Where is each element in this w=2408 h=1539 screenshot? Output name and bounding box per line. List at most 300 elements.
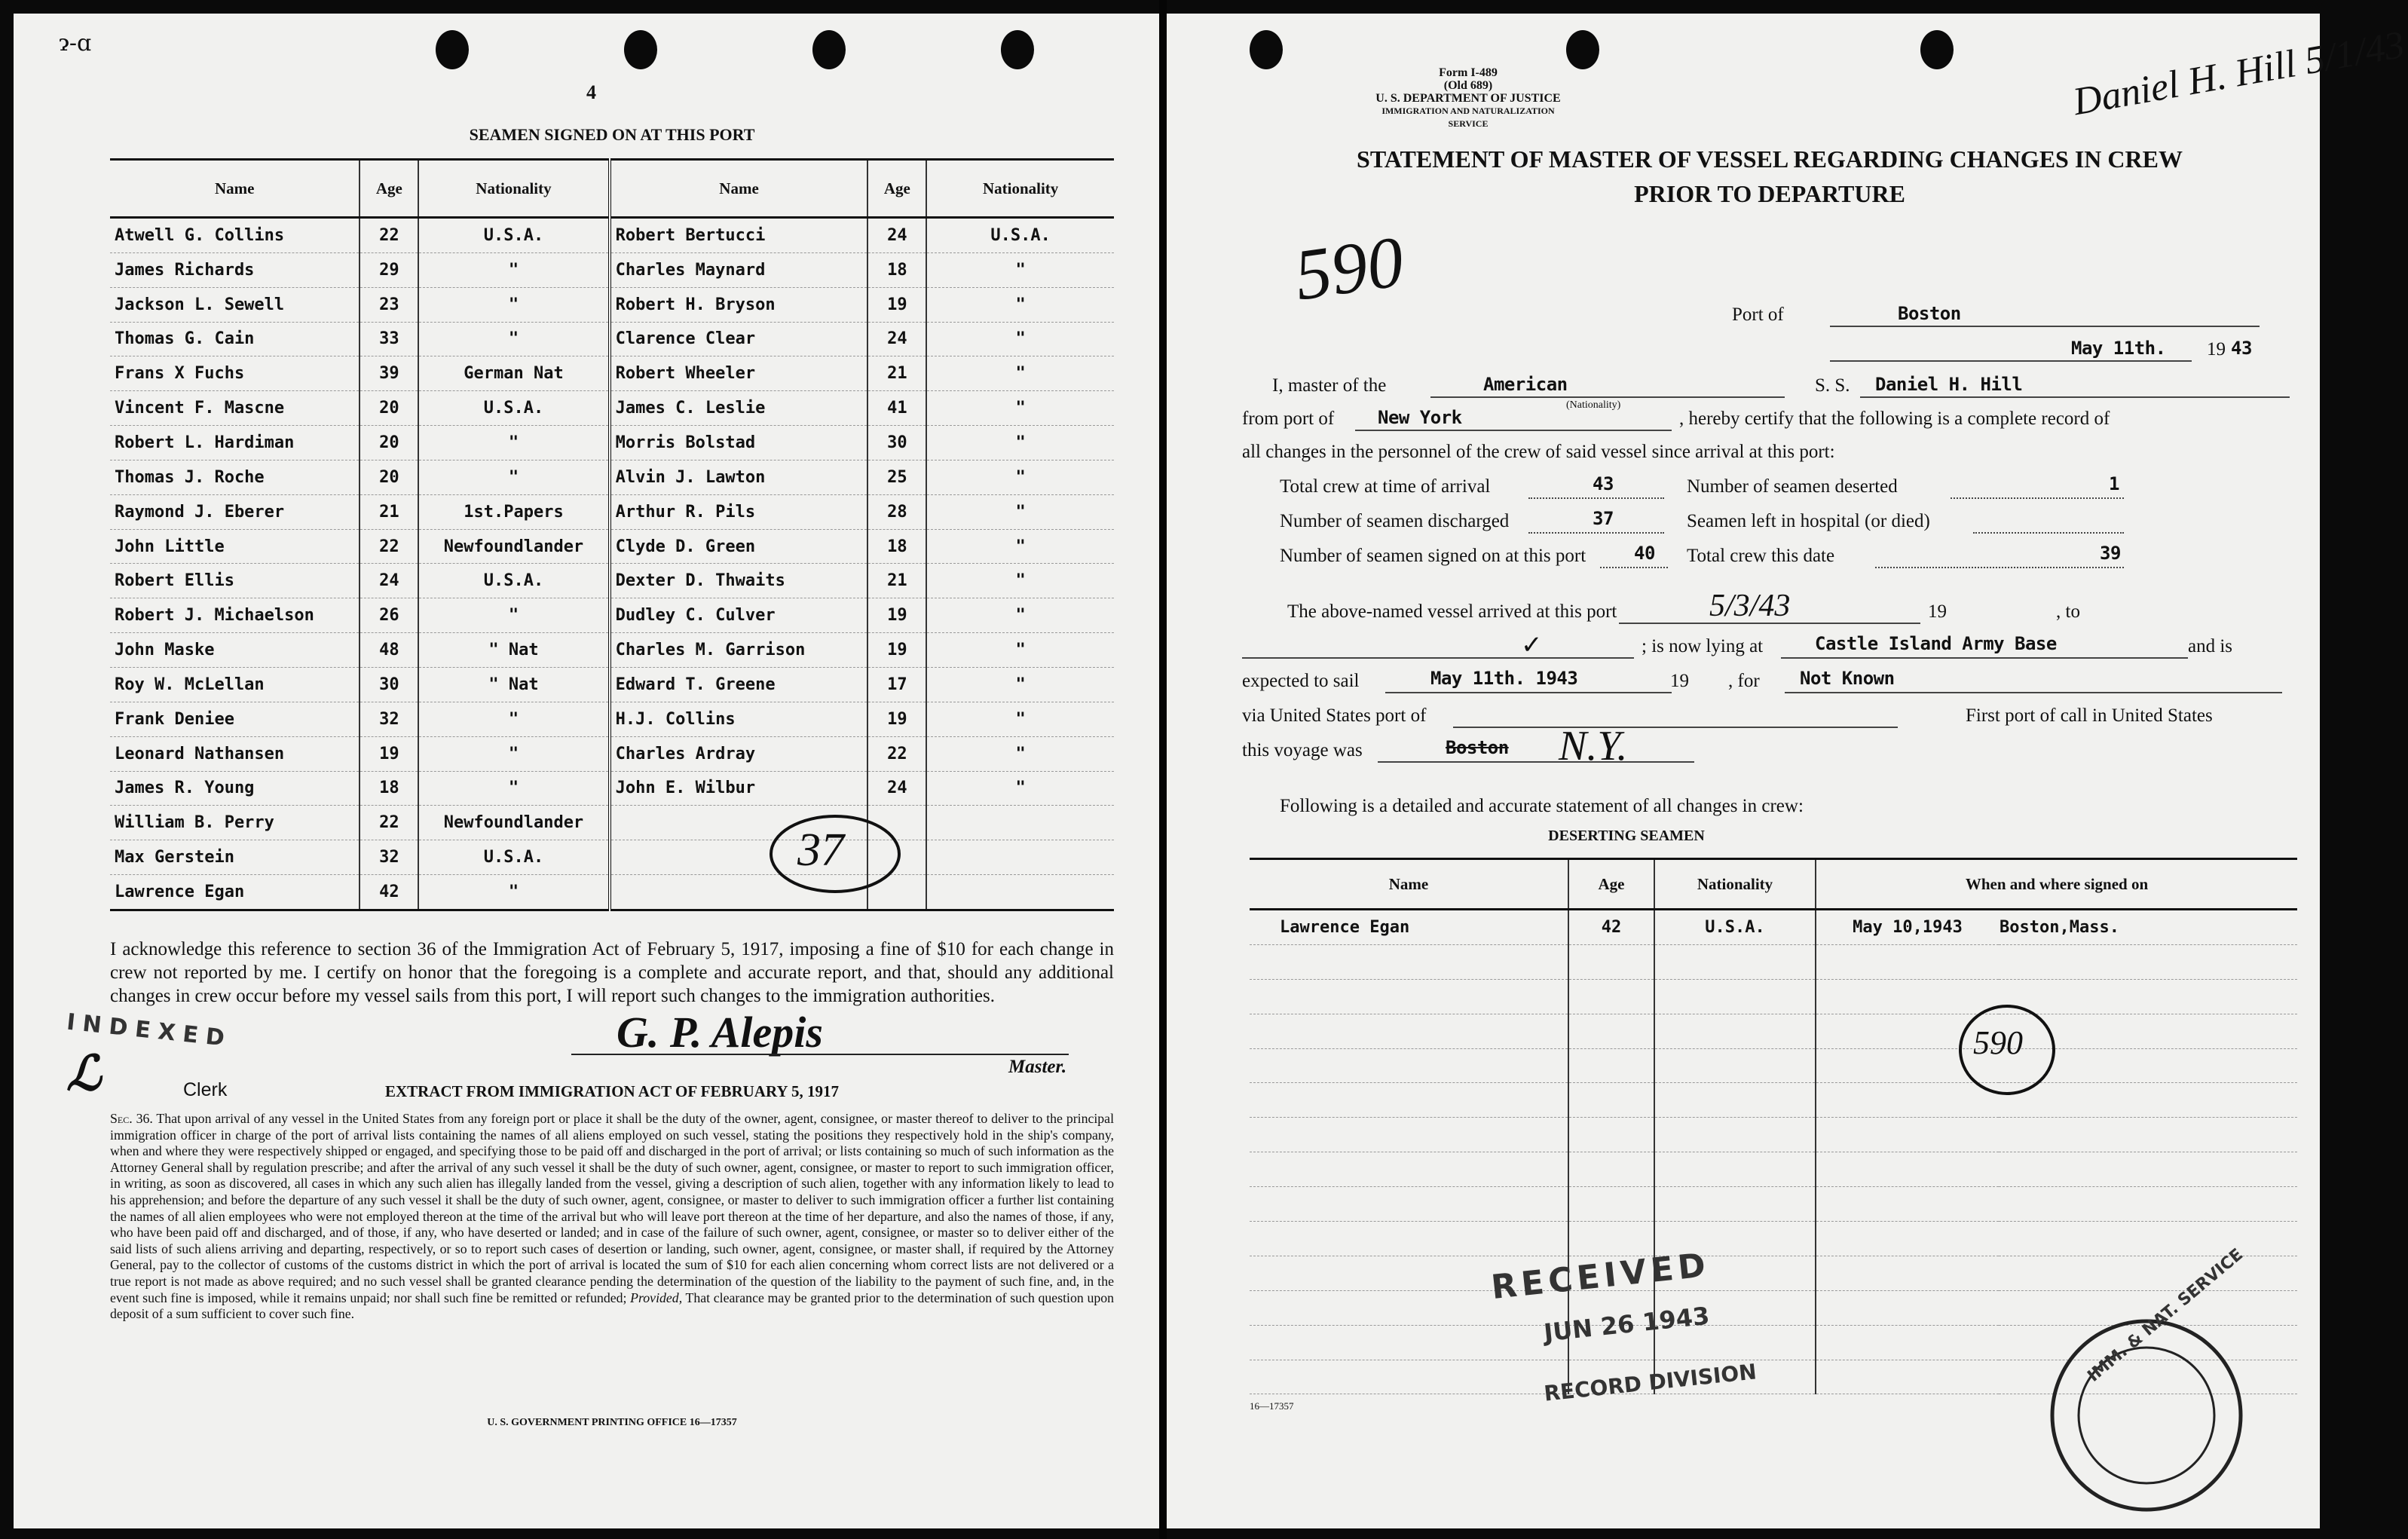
- dot-leader: [1600, 567, 1668, 568]
- sail-line: [1385, 692, 1672, 693]
- nationality-value: American: [1483, 374, 1568, 395]
- signature-line: [571, 1054, 1069, 1055]
- form-number: Form I-489: [1439, 66, 1498, 79]
- nationality-cell: Newfoundlander: [418, 529, 609, 564]
- total-crew-date-label: Total crew this date: [1687, 546, 1835, 566]
- name-cell: Leonard Nathansen: [110, 736, 360, 771]
- table-row: [1250, 1222, 2297, 1256]
- name-cell: Morris Bolstad: [610, 426, 868, 460]
- table-row: [110, 564, 1114, 598]
- age-cell: 18: [867, 529, 926, 564]
- age-cell: [1568, 1083, 1654, 1118]
- name-cell: William B. Perry: [110, 806, 360, 840]
- name-cell: John Little: [110, 529, 360, 564]
- nationality-cell: ": [418, 426, 609, 460]
- signed-on-date-cell: [1816, 1152, 1999, 1187]
- name-cell: John E. Wilbur: [610, 771, 868, 806]
- signed-on-place-cell: Boston,Mass.: [1999, 910, 2297, 945]
- name-cell: Vincent F. Mascne: [110, 391, 360, 426]
- signed-on-place-cell: [1999, 944, 2297, 979]
- nationality-cell: ": [418, 736, 609, 771]
- nationality-cell: [1654, 1187, 1816, 1222]
- via-label: via United States port of: [1242, 705, 1427, 726]
- age-cell: [1568, 944, 1654, 979]
- signed-on-date-cell: [1816, 1360, 1999, 1394]
- clerk-label: Clerk: [183, 1079, 228, 1100]
- nationality-cell: ": [926, 529, 1114, 564]
- port-of-line: [1830, 326, 2260, 327]
- dot-leader: [1951, 497, 2124, 499]
- age-cell: 23: [360, 287, 418, 322]
- table-header-row: [1250, 859, 2297, 910]
- discharged-label: Number of seamen discharged: [1280, 511, 1510, 531]
- age-cell: 19: [867, 633, 926, 668]
- age-cell: 32: [360, 702, 418, 736]
- extract-body: That upon arrival of any vessel in the United States from any foreign port or place it shall be the duty of the owner, agent, consignee, or master thereof to deliver to the principal immigration officer in charge of the port of arrival lists containing the names of all aliens employed on such vessel, stating the positions they respectively hold in the ship's company, when and where they were respectively shipped or engaged, and specifying those to be paid off and discharged in the port of arrival; or lists containing so much of such information as the Attorney General shall by regulation prescribe; and after the arrival of any such vessel it shall be the duty of such owner, agent, consignee, or master to report to such immigration officer, in writing, as soon as discovered, all cases in which any such alien has illegally landed from the vessel, giving a description of such alien, together with any information likely to lead to his apprehension; and before the departure of any such vessel it shall be the duty of such owner, agent, consignee, or master to deliver to such immigration officer a further list containing the names of all alien employees who were not employed thereon at the time of the arrival but who will leave port thereon at the time of her departure, and also the names of those, if any, who have been paid off and discharged, and of those, if any, who have deserted or landed; and in case of the failure of such owner, agent, consignee, or master so to deliver either of the said lists of such aliens arriving and departing, respectively, or so to report such cases of desertion or landing, such owner, agent, consignee, or master shall, if required by the Attorney General, pay to the collector of customs of the customs district in which the port of arrival is located the sum of $10 for each alien concerning whom correct lists are not delivered or a true report is not made as above required; and no such vessel shall be granted clearance pending the determination of the question of the liability to the payment of such fine, and, in the event such fine is imposed, while it remains unpaid; nor shall such fine be remitted or refunded;: [110, 1111, 1115, 1305]
- extract-title: EXTRACT FROM IMMIGRATION ACT OF FEBRUARY 5, 1917: [384, 1082, 840, 1100]
- nationality-cell: ": [418, 252, 609, 287]
- age-cell: 26: [360, 598, 418, 633]
- dot-leader: [1528, 532, 1664, 534]
- col-header-age: Age: [1568, 859, 1654, 910]
- nationality-cell: ": [926, 287, 1114, 322]
- age-cell: 21: [867, 356, 926, 391]
- name-cell: Lawrence Egan: [110, 875, 360, 910]
- nationality-cell: ": [926, 494, 1114, 529]
- nationality-cell: ": [926, 702, 1114, 736]
- statement-title: [1242, 142, 2297, 211]
- nationality-cell: German Nat: [418, 356, 609, 391]
- signed-on-date-cell: [1816, 944, 1999, 979]
- lying-suffix: and is: [2188, 636, 2233, 656]
- age-cell: [1568, 1048, 1654, 1083]
- age-cell: 20: [360, 460, 418, 494]
- col-header-nationality: Nationality: [1654, 859, 1816, 910]
- name-cell: [1250, 944, 1568, 979]
- table-row: [110, 287, 1114, 322]
- port-of-value: Boston: [1898, 303, 1961, 324]
- arrived-year: 19: [1928, 601, 1947, 622]
- form-header: [1363, 66, 1574, 130]
- circled-total: 37: [797, 825, 844, 876]
- received-stamp: RECEIVED: [1489, 1245, 1712, 1308]
- age-cell: [1568, 1222, 1654, 1256]
- handwritten-number: 590: [1290, 220, 1409, 316]
- name-cell: H.J. Collins: [610, 702, 868, 736]
- left-page: [14, 14, 1159, 1528]
- age-cell: [1568, 1014, 1654, 1048]
- table-row: [110, 806, 1114, 840]
- name-cell: Robert Wheeler: [610, 356, 868, 391]
- name-cell: Robert Ellis: [110, 564, 360, 598]
- voyage-handwritten: N.Y.: [1559, 723, 1628, 770]
- via-line: [1453, 727, 1898, 728]
- nationality-cell: ": [418, 702, 609, 736]
- name-cell: Clyde D. Green: [610, 529, 868, 564]
- signed-on-place-cell: [1999, 1222, 2297, 1256]
- table-row: [1250, 1152, 2297, 1187]
- punch-hole: [1250, 30, 1283, 69]
- master-of-label: I, master of the: [1272, 375, 1387, 396]
- table-header-row: [110, 160, 1114, 218]
- nationality-cell: [926, 840, 1114, 875]
- deserted-value: 1: [2109, 473, 2119, 494]
- name-cell: [1250, 1187, 1568, 1222]
- table-row: [110, 460, 1114, 494]
- name-cell: [1250, 1118, 1568, 1152]
- name-cell: Thomas G. Cain: [110, 322, 360, 356]
- name-cell: James C. Leslie: [610, 391, 868, 426]
- discharged-value: 37: [1593, 508, 1614, 529]
- extract-proviso-label: Provided,: [630, 1290, 683, 1305]
- name-cell: Max Gerstein: [110, 840, 360, 875]
- nationality-cell: ": [926, 771, 1114, 806]
- sail-year: 19: [1670, 671, 1689, 691]
- punch-hole: [812, 30, 846, 69]
- deserting-title: DESERTING SEAMEN: [1548, 828, 1705, 844]
- arrived-value: 5/3/43: [1709, 589, 1791, 623]
- name-cell: Atwell G. Collins: [110, 218, 360, 253]
- name-cell: [1250, 1360, 1568, 1394]
- sail-value: May 11th. 1943: [1430, 668, 1578, 689]
- age-cell: 42: [360, 875, 418, 910]
- name-cell: Robert Bertucci: [610, 218, 868, 253]
- name-cell: [1250, 979, 1568, 1014]
- nationality-cell: U.S.A.: [418, 391, 609, 426]
- punch-hole: [624, 30, 657, 69]
- record-division: RECORD DIVISION: [1543, 1359, 1758, 1406]
- nationality-cell: ": [926, 426, 1114, 460]
- signed-on-value: 40: [1634, 543, 1655, 564]
- name-cell: Clarence Clear: [610, 322, 868, 356]
- table-row: [110, 875, 1114, 910]
- signed-on-label: Number of seamen signed on at this port: [1280, 546, 1586, 566]
- table-row: [110, 633, 1114, 668]
- deserted-label: Number of seamen deserted: [1687, 476, 1898, 497]
- table-row: [1250, 910, 2297, 945]
- signed-on-place-cell: [1999, 1256, 2297, 1290]
- nationality-cell: [1654, 1152, 1816, 1187]
- signed-on-date-cell: [1816, 1222, 1999, 1256]
- col-header: Age: [867, 160, 926, 218]
- extract-text: [110, 1111, 1114, 1323]
- age-cell: 21: [867, 564, 926, 598]
- name-cell: [1250, 1325, 1568, 1360]
- for-value: Not Known: [1800, 668, 1895, 689]
- age-cell: 42: [1568, 910, 1654, 945]
- col-header-name: Name: [1250, 859, 1568, 910]
- age-cell: 19: [867, 287, 926, 322]
- certify-text: , hereby certify that the following is a complete record of: [1679, 408, 2110, 429]
- signed-on-place-cell: [1999, 1152, 2297, 1187]
- year-prefix: 19: [2207, 339, 2226, 360]
- arrived-label: The above-named vessel arrived at this port: [1287, 601, 1617, 622]
- received-date: JUN 26 1943: [1542, 1301, 1711, 1348]
- col-header: Name: [110, 160, 360, 218]
- age-cell: 30: [867, 426, 926, 460]
- nationality-cell: [1654, 979, 1816, 1014]
- master-signature: G. P. Alepis: [617, 1008, 823, 1057]
- nationality-cell: ": [926, 391, 1114, 426]
- table-row: [1250, 979, 2297, 1014]
- table-row: [1250, 1256, 2297, 1290]
- age-cell: [1568, 1187, 1654, 1222]
- age-cell: [1568, 1118, 1654, 1152]
- age-cell: 19: [360, 736, 418, 771]
- hospital-label: Seamen left in hospital (or died): [1687, 511, 1930, 531]
- nationality-cell: [1654, 1083, 1816, 1118]
- check-mark: ✓: [1521, 630, 1543, 660]
- nationality-cell: U.S.A.: [418, 218, 609, 253]
- for-label: , for: [1728, 671, 1760, 691]
- table-row: [1250, 944, 2297, 979]
- age-cell: 17: [867, 667, 926, 702]
- year-value: 43: [2231, 338, 2252, 359]
- nationality-cell: [926, 875, 1114, 910]
- age-cell: 18: [867, 252, 926, 287]
- table-row: [110, 494, 1114, 529]
- voyage-label: this voyage was: [1242, 740, 1363, 760]
- handwritten-ship-note: Daniel H. Hill 5/1/43: [2070, 23, 2408, 124]
- ship-name: Daniel H. Hill: [1875, 374, 2023, 395]
- age-cell: 29: [360, 252, 418, 287]
- round-stamp-text: IMM. & NAT. SERVICE: [2084, 1245, 2247, 1386]
- date-value: May 11th.: [2071, 338, 2166, 359]
- nationality-cell: ": [926, 633, 1114, 668]
- lying-label: ; is now lying at: [1642, 636, 1764, 656]
- nationality-cell: ": [418, 875, 609, 910]
- table-row: [110, 356, 1114, 391]
- arrived-from-line: [1242, 657, 1634, 659]
- col-header: Nationality: [418, 160, 609, 218]
- date-line: [1830, 360, 2192, 362]
- age-cell: 21: [360, 494, 418, 529]
- age-cell: 33: [360, 322, 418, 356]
- table-row: [110, 252, 1114, 287]
- extract-proviso: That clearance may be granted prior to the determination of such question upon deposit of a sum sufficient to cover such fine.: [110, 1290, 1115, 1322]
- nationality-cell: [1654, 1048, 1816, 1083]
- first-call-label: First port of call in United States: [1966, 705, 2213, 726]
- page-gutter: [1159, 0, 1167, 1539]
- table-row: [1250, 1083, 2297, 1118]
- nationality-cell: U.S.A.: [418, 840, 609, 875]
- name-cell: Charles Ardray: [610, 736, 868, 771]
- table-row: [110, 322, 1114, 356]
- name-cell: Roy W. McLellan: [110, 667, 360, 702]
- nationality-cell: ": [418, 322, 609, 356]
- indexed-stamp: INDEXED: [65, 1008, 234, 1053]
- name-cell: [1250, 1048, 1568, 1083]
- name-cell: Arthur R. Pils: [610, 494, 868, 529]
- age-cell: 20: [360, 426, 418, 460]
- nationality-cell: ": [926, 252, 1114, 287]
- nationality-cell: U.S.A.: [1654, 910, 1816, 945]
- nationality-cell: [1654, 1014, 1816, 1048]
- table-row: [110, 529, 1114, 564]
- nationality-cell: ": [418, 598, 609, 633]
- signed-on-date-cell: [1816, 1256, 1999, 1290]
- table-row: [1250, 1014, 2297, 1048]
- dot-leader: [1875, 567, 2124, 568]
- total-crew-arrival-label: Total crew at time of arrival: [1280, 476, 1491, 497]
- lying-line: [1781, 657, 2188, 659]
- signed-on-place-cell: [1999, 1187, 2297, 1222]
- from-port-line: [1355, 430, 1672, 431]
- total-crew-arrival-value: 43: [1593, 473, 1614, 494]
- following-text: Following is a detailed and accurate statement of all changes in crew:: [1280, 796, 1804, 816]
- age-cell: [1568, 979, 1654, 1014]
- name-cell: James Richards: [110, 252, 360, 287]
- age-cell: 19: [867, 598, 926, 633]
- nationality-cell: ": [926, 736, 1114, 771]
- age-cell: 24: [867, 771, 926, 806]
- name-cell: [1250, 1083, 1568, 1118]
- age-cell: 41: [867, 391, 926, 426]
- punch-hole: [1566, 30, 1599, 69]
- col-header: Name: [610, 160, 868, 218]
- age-cell: 20: [360, 391, 418, 426]
- nationality-line: [1430, 396, 1785, 398]
- signed-on-table: [110, 158, 1114, 911]
- nationality-cell: " Nat: [418, 667, 609, 702]
- col-header: Nationality: [926, 160, 1114, 218]
- title-line-2: PRIOR TO DEPARTURE: [1634, 180, 1905, 207]
- name-cell: Dudley C. Culver: [610, 598, 868, 633]
- nationality-cell: [926, 806, 1114, 840]
- voyage-line: [1378, 761, 1694, 763]
- name-cell: Dexter D. Thwaits: [610, 564, 868, 598]
- service: IMMIGRATION AND NATURALIZATION SERVICE: [1381, 106, 1555, 129]
- age-cell: 48: [360, 633, 418, 668]
- age-cell: 19: [867, 702, 926, 736]
- form-old: (Old 689): [1443, 79, 1493, 92]
- name-cell: Alvin J. Lawton: [610, 460, 868, 494]
- name-cell: Robert H. Bryson: [610, 287, 868, 322]
- name-cell: Frans X Fuchs: [110, 356, 360, 391]
- for-line: [1785, 692, 2282, 693]
- nationality-caption: (Nationality): [1566, 399, 1621, 411]
- dot-leader: [1973, 532, 2124, 534]
- col-header-signed-on: When and where signed on: [1816, 859, 2297, 910]
- age-cell: 30: [360, 667, 418, 702]
- from-port-value: New York: [1378, 407, 1462, 428]
- nationality-cell: U.S.A.: [926, 218, 1114, 253]
- table-row: [1250, 1118, 2297, 1152]
- extract-section: Sec. 36.: [110, 1111, 153, 1126]
- corner-mark: ɂ-ɑ: [59, 30, 92, 57]
- signed-on-title: SEAMEN SIGNED ON AT THIS PORT: [469, 125, 755, 144]
- age-cell: 22: [360, 529, 418, 564]
- dot-leader: [1528, 497, 1664, 499]
- nationality-cell: U.S.A.: [418, 564, 609, 598]
- table-row: [110, 771, 1114, 806]
- punch-hole: [1920, 30, 1954, 69]
- name-cell: Robert J. Michaelson: [110, 598, 360, 633]
- name-cell: Thomas J. Roche: [110, 460, 360, 494]
- age-cell: 22: [360, 218, 418, 253]
- table-row: [110, 840, 1114, 875]
- printing-office: U. S. GOVERNMENT PRINTING OFFICE 16—17357: [487, 1417, 737, 1428]
- department: U. S. DEPARTMENT OF JUSTICE: [1375, 92, 1561, 105]
- total-crew-date-value: 39: [2100, 543, 2121, 564]
- name-cell: James R. Young: [110, 771, 360, 806]
- table-row: [110, 598, 1114, 633]
- nationality-cell: 1st.Papers: [418, 494, 609, 529]
- port-of-label: Port of: [1732, 304, 1784, 325]
- nationality-cell: ": [926, 322, 1114, 356]
- nationality-cell: ": [926, 667, 1114, 702]
- name-cell: Charles M. Garrison: [610, 633, 868, 668]
- age-cell: 18: [360, 771, 418, 806]
- arrived-to: , to: [2056, 601, 2080, 622]
- age-cell: 22: [360, 806, 418, 840]
- ship-name-line: [1860, 396, 2290, 398]
- age-cell: 39: [360, 356, 418, 391]
- nationality-cell: ": [926, 356, 1114, 391]
- right-page: [1167, 14, 2408, 1528]
- name-cell: Lawrence Egan: [1250, 910, 1568, 945]
- nationality-cell: [1654, 944, 1816, 979]
- from-port-label: from port of: [1242, 408, 1335, 429]
- signed-on-date-cell: [1816, 1325, 1999, 1360]
- signed-on-place-cell: [1999, 1118, 2297, 1152]
- name-cell: Robert L. Hardiman: [110, 426, 360, 460]
- table-row: [110, 667, 1114, 702]
- punch-hole: [1001, 30, 1034, 69]
- name-cell: Jackson L. Sewell: [110, 287, 360, 322]
- bottom-code: 16—17357: [1250, 1400, 1294, 1412]
- table-row: [110, 702, 1114, 736]
- lying-value: Castle Island Army Base: [1815, 633, 2057, 654]
- name-cell: [1250, 1152, 1568, 1187]
- signed-on-date-cell: [1816, 1187, 1999, 1222]
- table-row: [110, 426, 1114, 460]
- page-number: 4: [586, 81, 596, 103]
- name-cell: Edward T. Greene: [610, 667, 868, 702]
- name-cell: Charles Maynard: [610, 252, 868, 287]
- punch-hole: [436, 30, 469, 69]
- name-cell: John Maske: [110, 633, 360, 668]
- age-cell: 32: [360, 840, 418, 875]
- table-row: [1250, 1048, 2297, 1083]
- nationality-cell: ": [926, 564, 1114, 598]
- age-cell: 24: [867, 322, 926, 356]
- nationality-cell: ": [418, 287, 609, 322]
- voyage-struck: Boston: [1446, 737, 1509, 758]
- acknowledgement-text: I acknowledge this reference to section 36 of the Immigration Act of February 5, 1917, imposing a fine of $10 for each change in crew not reported by me. I certify on honor that the foregoing is a complete and accurate report, and that, should any additional changes in crew occur before my vessel sails from this port, I will report such changes to the immigration authorities.: [110, 939, 1114, 1006]
- title-line-1: STATEMENT OF MASTER OF VESSEL REGARDING CHANGES IN CREW: [1357, 145, 2183, 173]
- master-label: Master.: [1008, 1057, 1067, 1077]
- circled-stamp: 590: [1973, 1024, 2023, 1061]
- signed-on-date-cell: [1816, 1118, 1999, 1152]
- age-cell: 24: [360, 564, 418, 598]
- table-row: [110, 736, 1114, 771]
- ss-label: S. S.: [1815, 375, 1850, 396]
- age-cell: [1568, 1152, 1654, 1187]
- age-cell: 24: [867, 218, 926, 253]
- name-cell: [1250, 1222, 1568, 1256]
- clerk-initials: ℒ: [66, 1047, 102, 1100]
- age-cell: 22: [867, 736, 926, 771]
- age-cell: 25: [867, 460, 926, 494]
- sail-label: expected to sail: [1242, 671, 1360, 691]
- signed-on-date-cell: [1816, 1290, 1999, 1325]
- signed-on-date-cell: May 10,1943: [1816, 910, 1999, 945]
- nationality-cell: ": [418, 771, 609, 806]
- name-cell: Frank Deniee: [110, 702, 360, 736]
- table-row: [110, 218, 1114, 253]
- nationality-cell: " Nat: [418, 633, 609, 668]
